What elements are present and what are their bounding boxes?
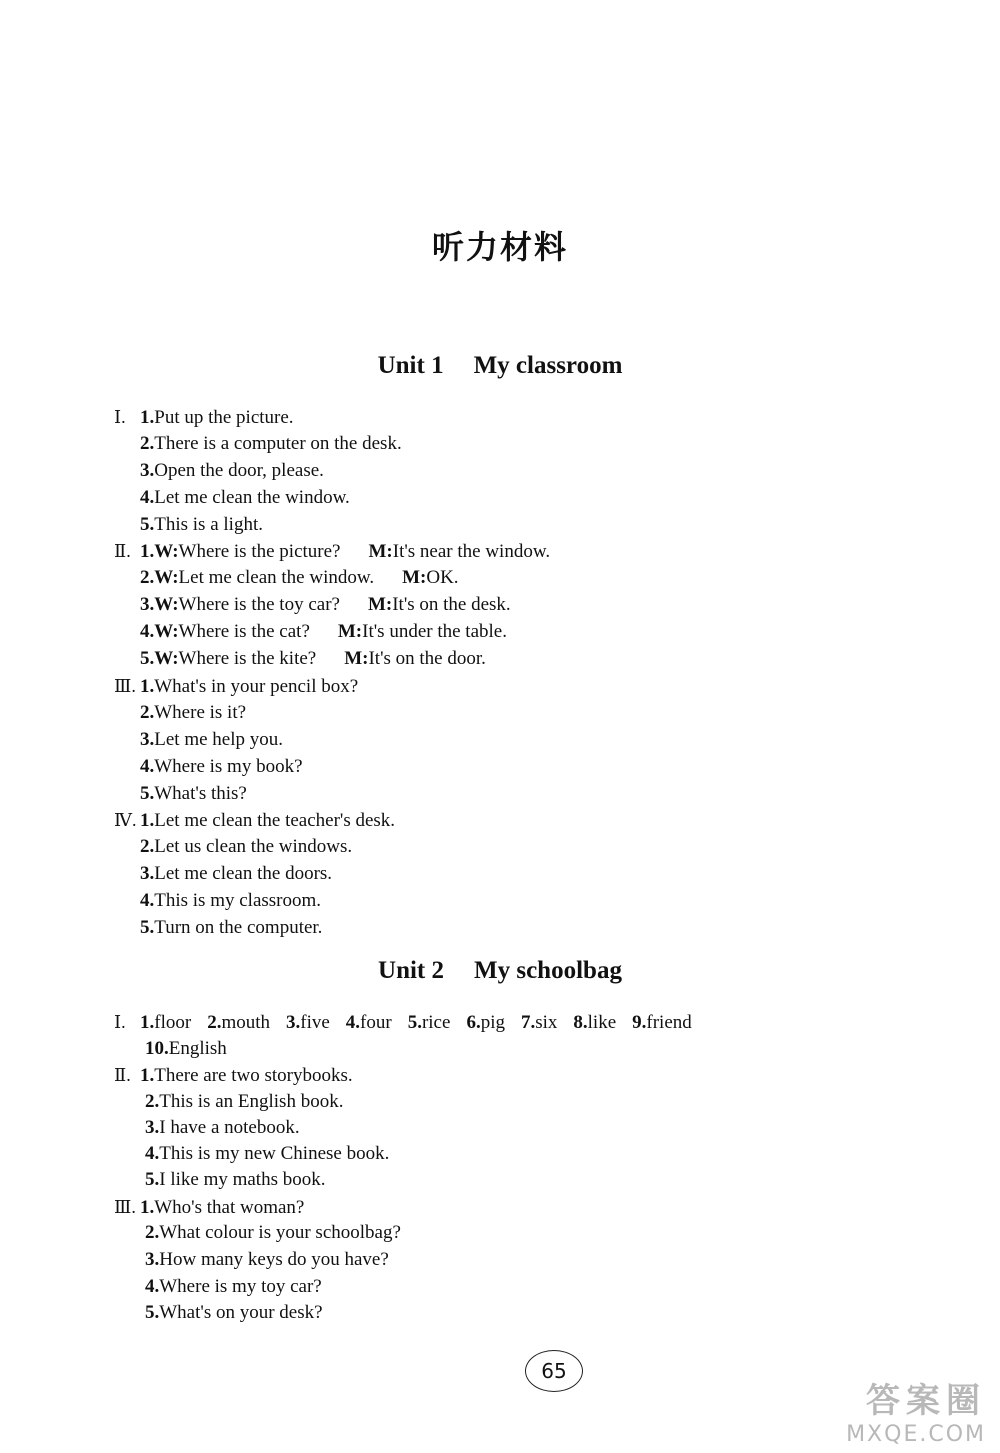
listening-line [114, 1195, 304, 1220]
item-number: 1. [140, 1065, 155, 1086]
listening-line [140, 513, 263, 537]
item-text: What's this? [154, 783, 247, 804]
man-line: It's under the table. [362, 621, 507, 642]
listening-line [114, 1063, 353, 1088]
watermark-text-cn: 答案圈 [866, 1381, 986, 1421]
word-item: 9.friend [632, 1012, 692, 1033]
listening-line [140, 432, 402, 456]
item-number: 3. [140, 460, 155, 481]
watermark-logo [846, 1373, 986, 1447]
unit-1-heading [0, 352, 1000, 380]
woman-line: Where is the picture? [178, 541, 341, 562]
word-item: 2.mouth [207, 1012, 270, 1033]
listening-line [145, 1221, 401, 1245]
speaker-w: W: [154, 621, 179, 642]
man-line: It's on the desk. [392, 594, 511, 615]
item-number: 4. [145, 1143, 160, 1164]
listening-line [145, 1168, 325, 1192]
section-mark: Ⅰ. [114, 1012, 126, 1032]
speaker-m: M: [337, 621, 363, 642]
listening-line [140, 728, 283, 752]
word-list-line [145, 1037, 227, 1061]
item-text: Let us clean the windows. [154, 836, 353, 857]
listening-line [114, 808, 395, 833]
word-item: 1.floor [140, 1012, 192, 1033]
item-number: 3. [140, 863, 155, 884]
word-item: 5.rice [407, 1012, 451, 1033]
dialogue-line [140, 593, 511, 617]
item-text: This is my classroom. [154, 890, 322, 911]
section-mark: Ⅳ. [114, 810, 137, 830]
dialogue-line [140, 647, 486, 671]
item-text: Open the door, please. [154, 460, 324, 481]
item-text: Let me clean the doors. [154, 863, 333, 884]
word-item: 4.four [345, 1012, 392, 1033]
listening-line [145, 1142, 389, 1166]
unit-1-name: My classroom [473, 352, 623, 379]
item-number: 3. [145, 1249, 160, 1270]
speaker-w: W: [154, 567, 179, 588]
listening-line [145, 1116, 300, 1140]
item-text: What colour is your schoolbag? [159, 1222, 401, 1243]
item-number: 3. [140, 729, 155, 750]
item-text: Turn on the computer. [154, 917, 323, 938]
item-number: 4. [145, 1276, 160, 1297]
word-item: 6.pig [466, 1012, 505, 1033]
listening-line [140, 755, 303, 779]
item-text: Put up the picture. [154, 407, 294, 428]
speaker-m: M: [367, 594, 393, 615]
item-number: 10. [145, 1038, 169, 1059]
listening-line [140, 862, 332, 886]
item-text: What's on your desk? [159, 1302, 323, 1323]
speaker-m: M: [344, 648, 369, 669]
listening-line [140, 486, 350, 510]
item-number: 4. [140, 621, 155, 642]
listening-line [140, 782, 247, 806]
listening-line [140, 835, 352, 859]
item-text: What's in your pencil box? [154, 676, 359, 697]
item-number: 1. [140, 810, 155, 831]
unit-1-number: Unit 1 [377, 352, 444, 379]
item-number: 5. [145, 1169, 160, 1190]
item-text: Where is my toy car? [159, 1276, 322, 1297]
item-text: Where is my book? [154, 756, 303, 777]
item-text: I like my maths book. [159, 1169, 326, 1190]
item-text: Let me clean the window. [154, 487, 350, 508]
item-number: 4. [140, 756, 155, 777]
section-mark: Ⅲ. [114, 676, 136, 696]
item-text: This is a light. [154, 514, 263, 535]
item-text: Let me clean the teacher's desk. [154, 810, 396, 831]
listening-line [145, 1275, 322, 1299]
item-number: 2. [140, 836, 155, 857]
speaker-m: M: [402, 567, 427, 588]
item-text: This is my new Chinese book. [159, 1143, 390, 1164]
item-text: Let me help you. [154, 729, 283, 750]
item-number: 2. [145, 1222, 160, 1243]
item-number: 1. [140, 541, 155, 562]
item-number: 1. [140, 676, 155, 697]
item-number: 1. [140, 407, 155, 428]
listening-line [140, 916, 322, 940]
item-text: English [168, 1038, 227, 1059]
section-mark: Ⅱ. [114, 1065, 131, 1085]
item-number: 2. [145, 1091, 160, 1112]
watermark-text-en: MXQE.COM [846, 1422, 986, 1447]
unit-2-number: Unit 2 [378, 957, 445, 984]
listening-line [140, 701, 246, 725]
item-number: 3. [145, 1117, 160, 1138]
word-item: 8.like [573, 1012, 617, 1033]
page-title: 听力材料 [431, 228, 568, 266]
speaker-m: M: [368, 541, 393, 562]
section-mark: Ⅱ. [114, 541, 131, 561]
listening-line [140, 889, 321, 913]
speaker-w: W: [154, 594, 179, 615]
item-text: I have a notebook. [159, 1117, 300, 1138]
item-text: Where is it? [154, 702, 247, 723]
item-number: 5. [140, 783, 155, 804]
item-text: There are two storybooks. [154, 1065, 353, 1086]
woman-line: Where is the kite? [178, 648, 317, 669]
listening-line [114, 674, 358, 699]
woman-line: Where is the toy car? [178, 594, 340, 615]
item-number: 5. [140, 514, 155, 535]
man-line: OK. [426, 567, 459, 588]
man-line: It's near the window. [392, 541, 551, 562]
item-number: 5. [140, 917, 155, 938]
section-mark: Ⅲ. [114, 1197, 136, 1217]
speaker-w: W: [154, 541, 179, 562]
item-number: 5. [140, 648, 155, 669]
item-number: 2. [140, 702, 155, 723]
item-number: 3. [140, 594, 155, 615]
listening-line [145, 1090, 343, 1114]
woman-line: Where is the cat? [178, 621, 310, 642]
item-text: There is a computer on the desk. [154, 433, 402, 454]
listening-line [114, 405, 294, 430]
item-number: 4. [140, 487, 155, 508]
item-text: Who's that woman? [154, 1197, 305, 1218]
item-number: 4. [140, 890, 155, 911]
item-number: 2. [140, 433, 155, 454]
dialogue-line [140, 566, 459, 590]
page-number: 65 [525, 1350, 583, 1392]
listening-line [145, 1301, 323, 1325]
dialogue-line [140, 620, 507, 644]
man-line: It's on the door. [368, 648, 486, 669]
speaker-w: W: [154, 648, 179, 669]
unit-2-heading [0, 957, 1000, 985]
listening-line [140, 459, 324, 483]
item-number: 2. [140, 567, 155, 588]
item-number: 1. [140, 1197, 155, 1218]
item-number: 5. [145, 1302, 160, 1323]
word-item: 3.five [286, 1012, 330, 1033]
word-item: 7.six [520, 1012, 558, 1033]
word-list-line [114, 1010, 692, 1035]
dialogue-line [114, 539, 550, 564]
listening-line [145, 1248, 389, 1272]
unit-2-name: My schoolbag [474, 957, 622, 984]
section-mark: Ⅰ. [114, 407, 126, 427]
item-text: How many keys do you have? [159, 1249, 389, 1270]
woman-line: Let me clean the window. [178, 567, 375, 588]
item-text: This is an English book. [159, 1091, 344, 1112]
